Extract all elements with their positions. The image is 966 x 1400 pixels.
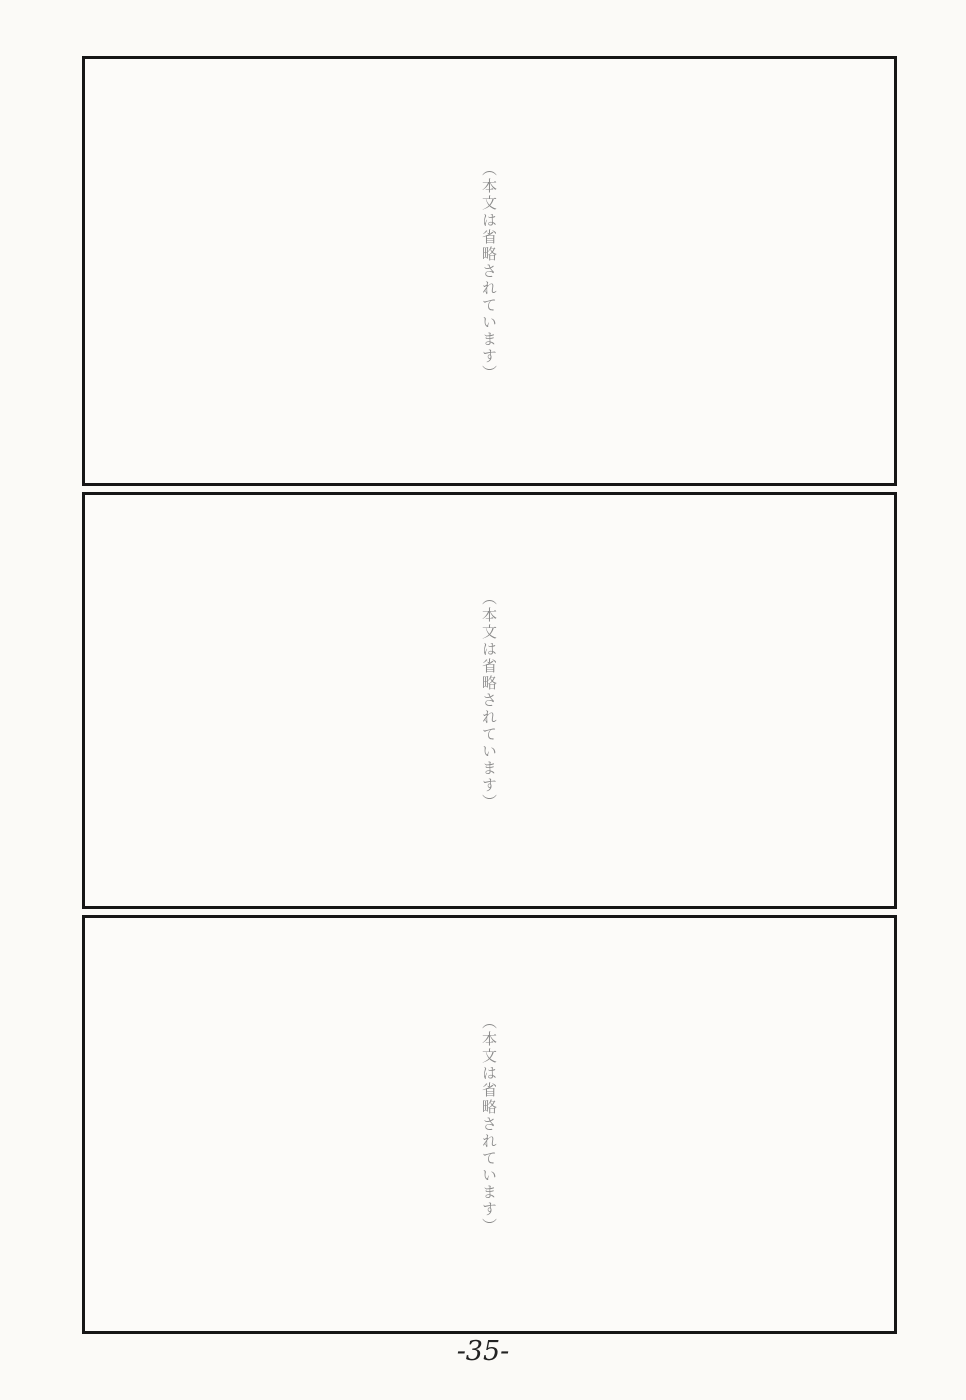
text-block-2: [82, 492, 897, 909]
text-block-1: [82, 56, 897, 486]
text-block-3: [82, 915, 897, 1334]
text-block-1-redacted-note: （本文は省略されています）: [480, 160, 498, 382]
page-number: -35-: [456, 1336, 510, 1367]
text-block-3-redacted-note: （本文は省略されています）: [480, 1014, 498, 1235]
text-block-2-redacted-note: （本文は省略されています）: [480, 590, 498, 811]
